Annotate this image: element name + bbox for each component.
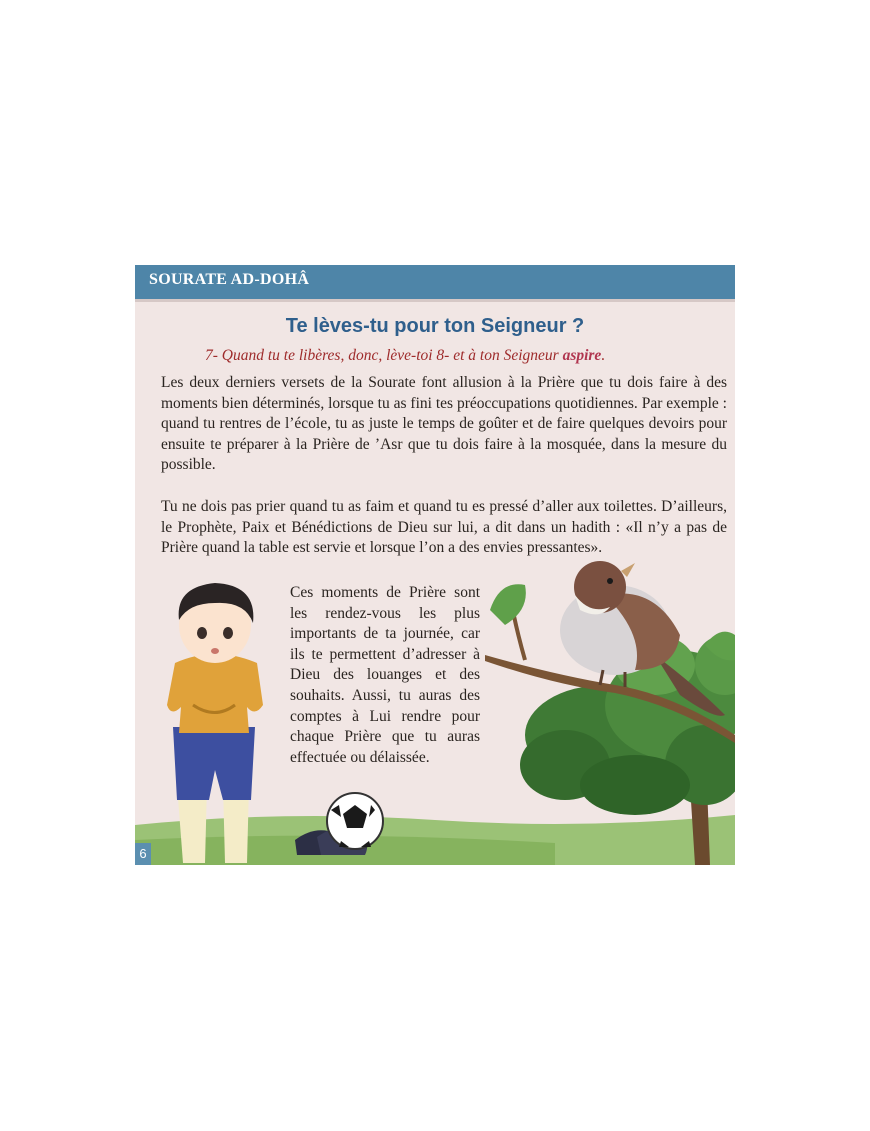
paragraph-2: Tu ne dois pas prier quand tu as faim et quand tu es pressé d’aller aux toilettes. D’ailleurs, le Prophète, Paix et Bénédictions de Dieu sur lui, a dit dans un hadith : «Il n’y a pas de Prière quand la table est servie et lorsque l’on a des envies pressantes».	[161, 498, 727, 557]
side-paragraph: Ces moments de Prière sont les rendez-vous les plus importants de ta journée, car ils te permettent d’adresser à Dieu des louanges et des souhaits. Aussi, tu auras des comptes à Lui rendre pour chaque Prière que tu auras effectuée ou délaissée.	[290, 584, 480, 766]
illustration-layer	[135, 265, 735, 865]
verse-emphasis: aspire	[562, 347, 602, 364]
section-title: Te lèves-tu pour ton Seigneur ?	[285, 315, 585, 337]
paragraph-1: Les deux derniers versets de la Sourate font allusion à la Prière que tu dois faire à des moments bien déterminés, lorsque tu as fini tes préoccupations quotidiennes. Par exemple : quand tu rentres de l’école, tu as juste le temps de goûter et de faire quelques devoirs pour ensuite te préparer à la Prière de ’Asr que tu dois faire à la mosquée, dans la mesure du possible.	[161, 374, 727, 474]
leaf	[490, 584, 526, 625]
soccer-ball-illustration	[327, 793, 383, 849]
surah-title: SOURATE AD-DOHÂ	[149, 271, 310, 288]
verse-text: 7- Quand tu te libères, donc, lève-toi 8- et à ton Seigneur	[205, 347, 563, 364]
page-number: 6	[135, 843, 151, 865]
verse-end: .	[601, 347, 606, 364]
book-page	[135, 265, 735, 865]
